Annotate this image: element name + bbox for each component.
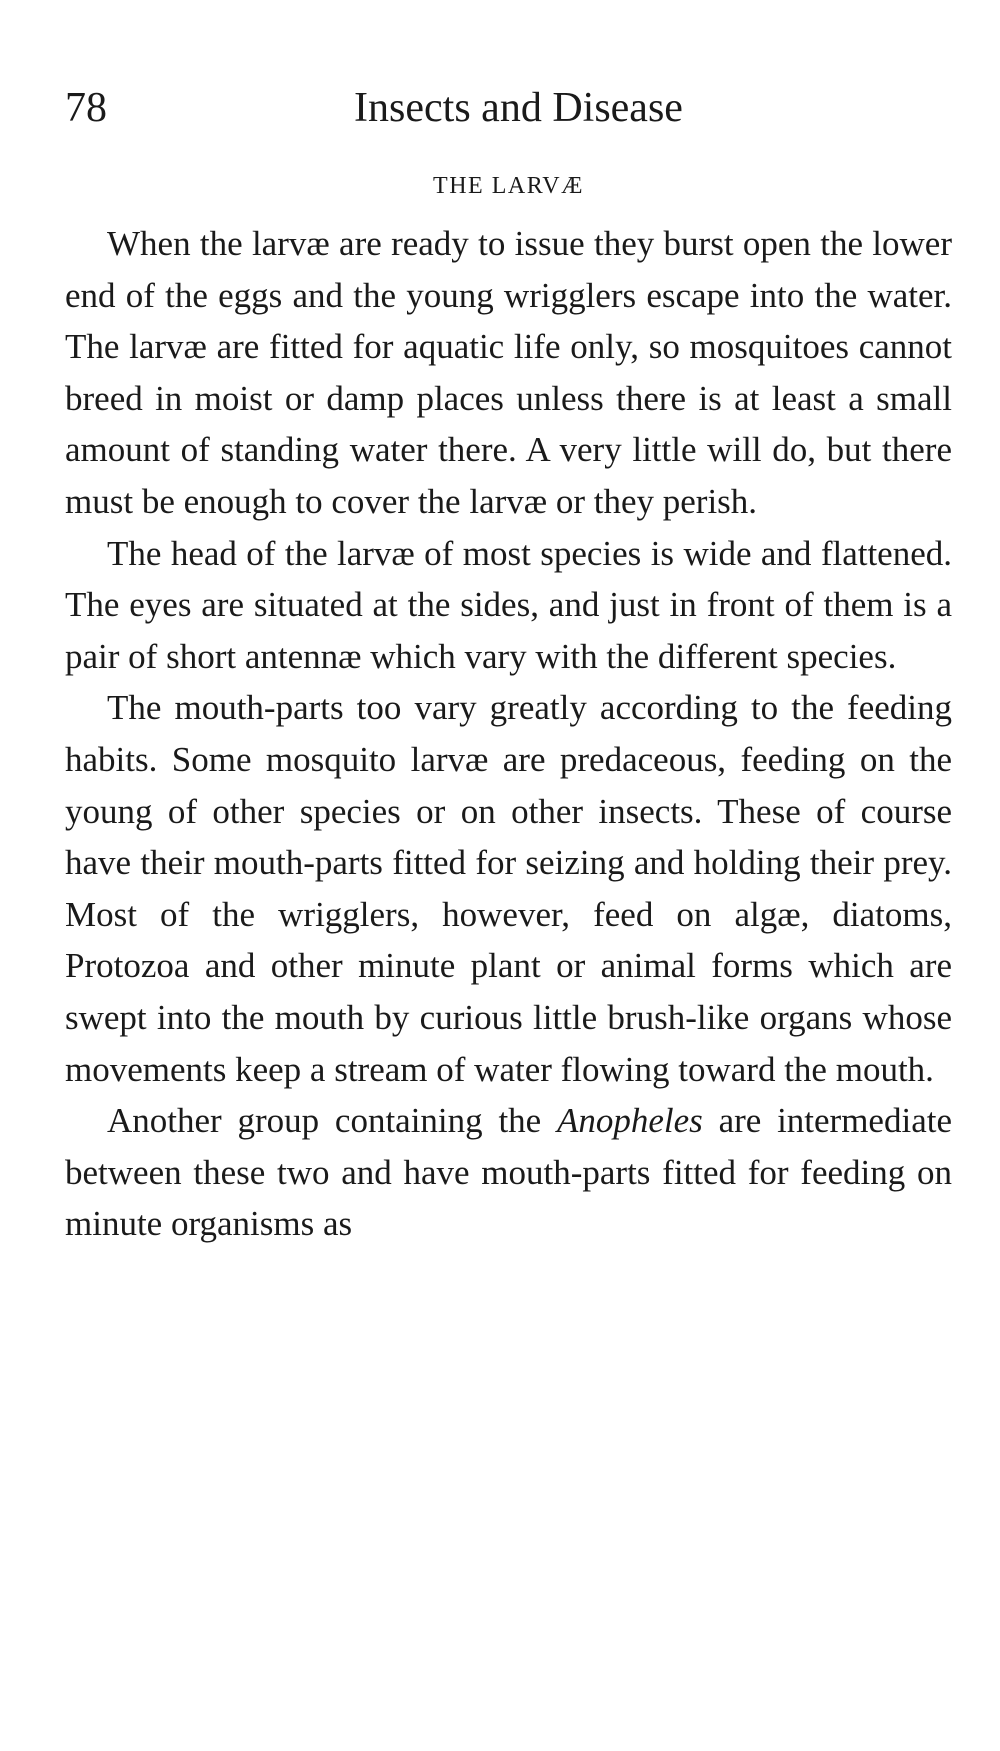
paragraph-4-text-before: Another group containing the xyxy=(107,1101,557,1141)
paragraph-4-genus-name: Anopheles xyxy=(556,1101,703,1141)
paragraph-4 xyxy=(65,1095,952,1250)
paragraph-3: The mouth-parts too vary greatly according to the feeding habits. Some mosquito larvæ are predaceous, feeding on the young of other species or on other insects. These of course have their mouth-parts fitted for seizing and holding their prey. Most of the wrigglers, however, feed on algæ, diatoms, Protozoa and other minute plant or animal forms which are swept into the mouth by curious little brush-like organs whose movements keep a stream of water flowing toward the mouth. xyxy=(65,688,952,1089)
section-heading: THE LARVÆ xyxy=(433,173,584,199)
paragraph-4-text-after: are intermediate between these two and have mouth-parts fitted for feeding on minute organisms as xyxy=(65,1101,952,1244)
body-text xyxy=(65,218,952,1250)
page-number: 78 xyxy=(65,85,107,131)
paragraph-1: When the larvæ are ready to issue they burst open the lower end of the eggs and the young wrigglers escape into the water. The larvæ are fitted for aquatic life only, so mosquitoes cannot breed in moist or damp places unless there is at least a small amount of standing water there. A very little will do, but there must be enough to cover the larvæ or they perish. xyxy=(65,224,952,521)
running-head xyxy=(65,78,952,138)
running-title: Insects and Disease xyxy=(354,85,683,131)
paragraph-2: The head of the larvæ of most species is wide and flattened. The eyes are situated at the sides, and just in front of them is a pair of short antennæ which vary with the different species. xyxy=(65,533,952,676)
